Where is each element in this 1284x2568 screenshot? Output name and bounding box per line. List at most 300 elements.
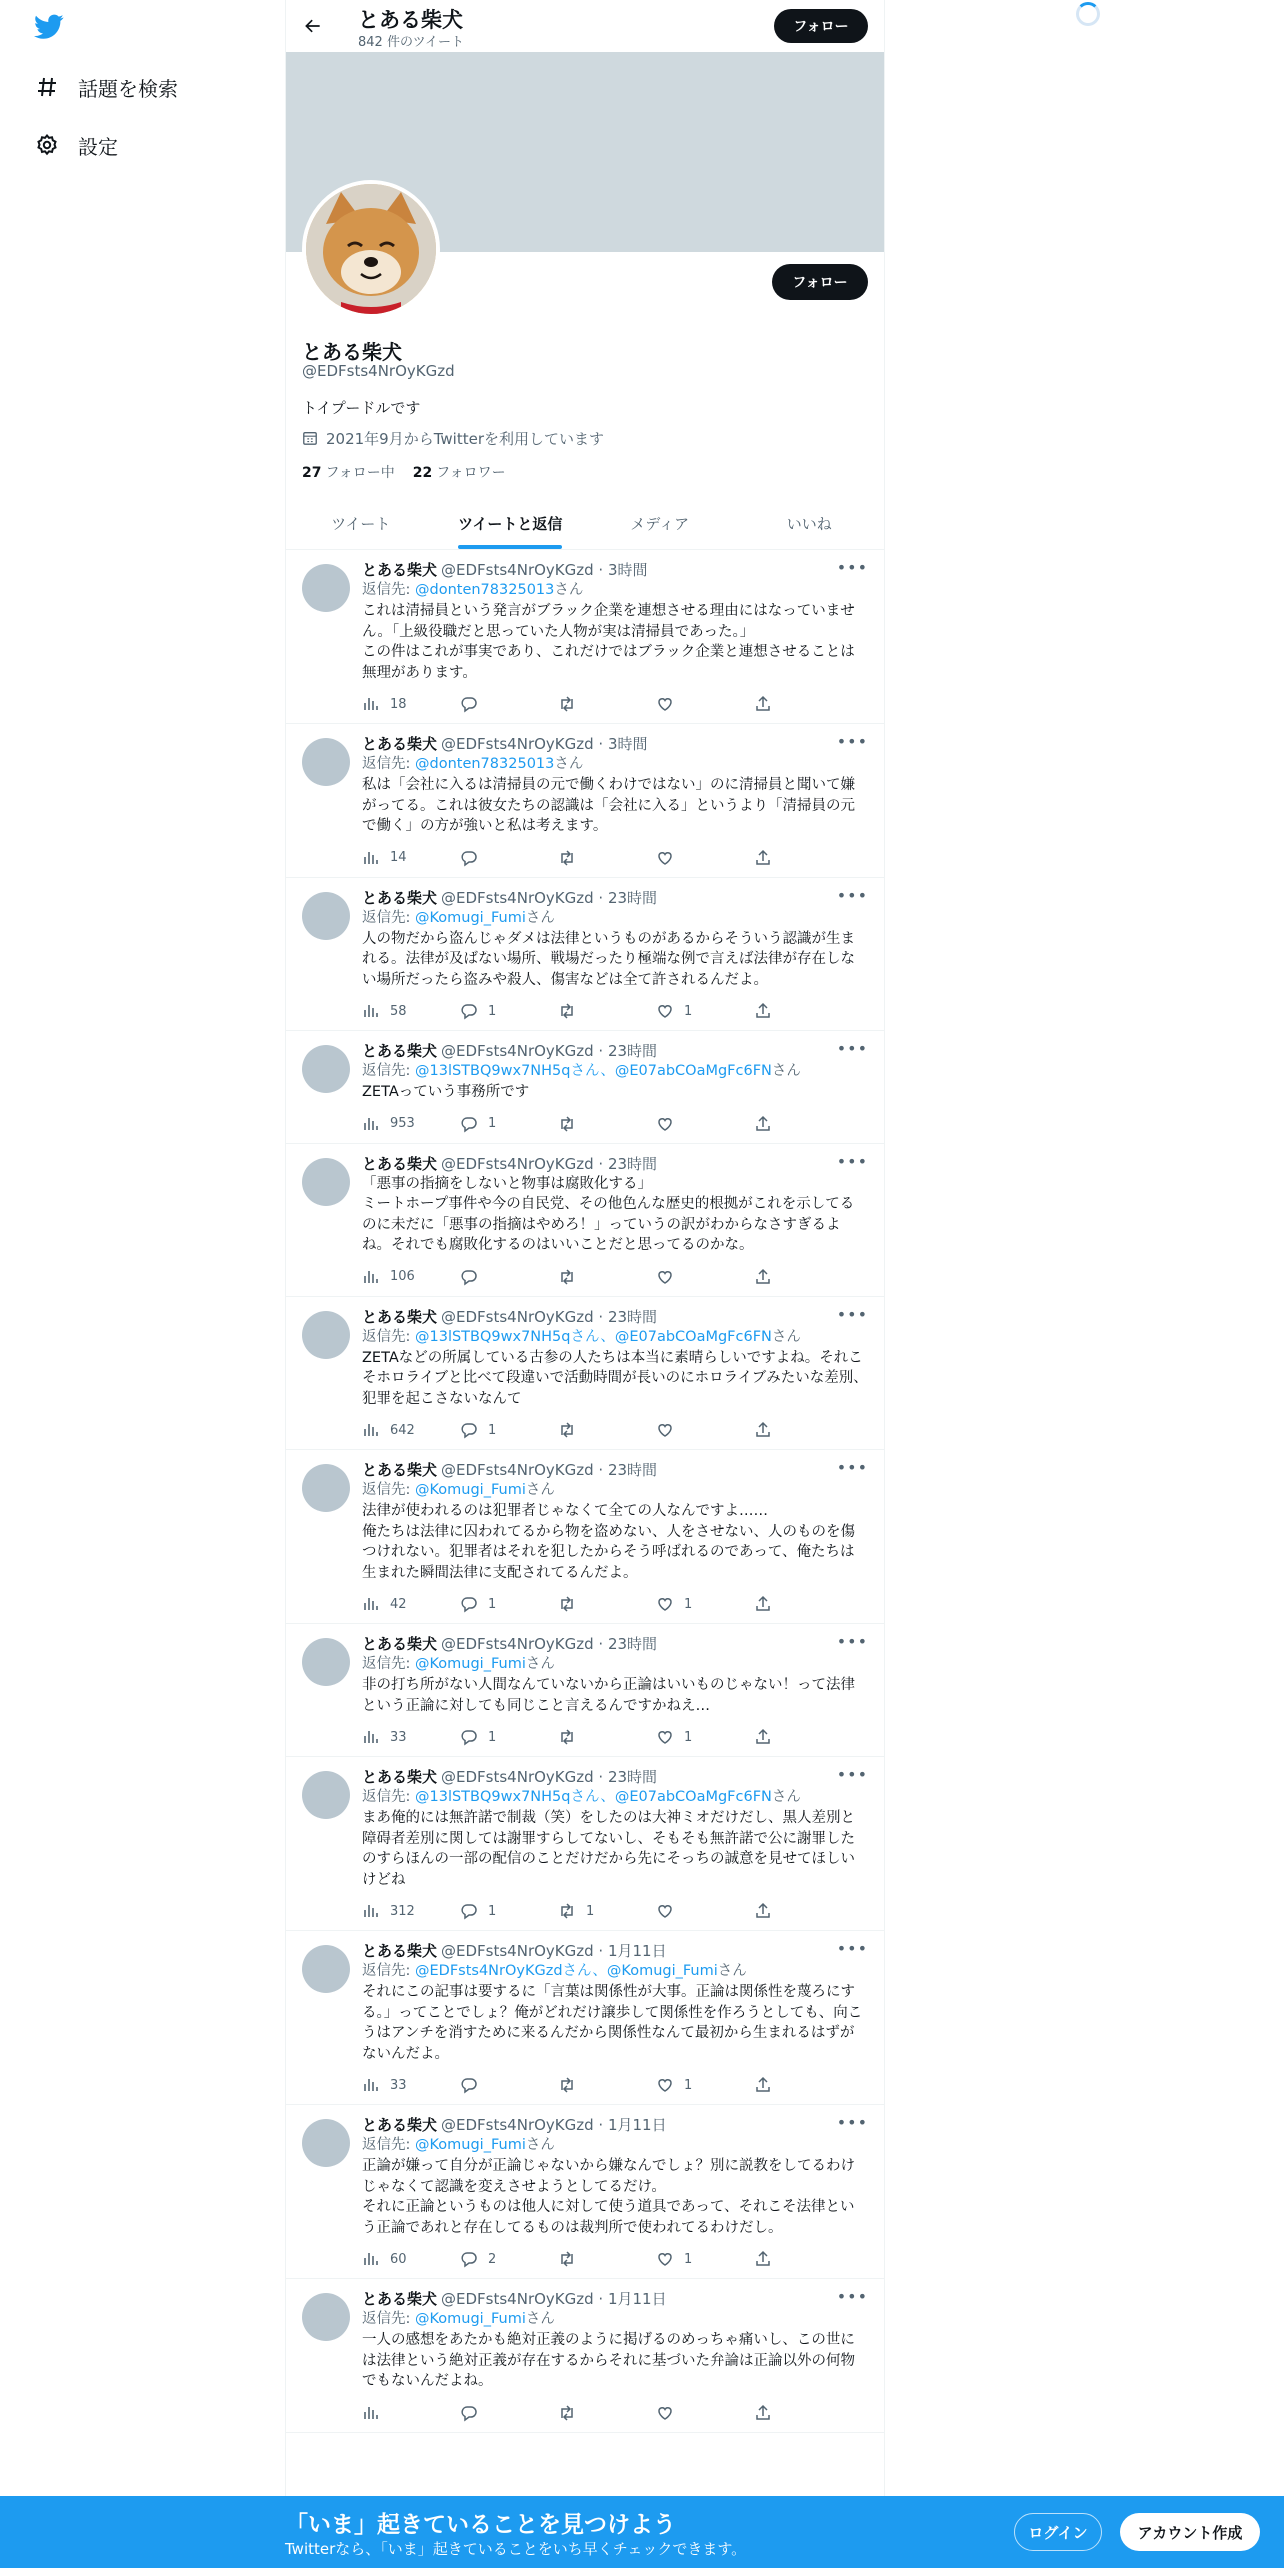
tweet-avatar[interactable] bbox=[302, 1311, 350, 1359]
tweet-reply-to bbox=[362, 908, 868, 929]
tweet-author-name[interactable]: とある柴犬 bbox=[362, 1042, 438, 1060]
tweet-header bbox=[362, 1304, 868, 1327]
header-title: とある柴犬 bbox=[358, 8, 463, 32]
tweet-avatar[interactable] bbox=[302, 1638, 350, 1686]
tweet-meta: @EDFsts4NrOyKGzd · 1月11日 bbox=[441, 2116, 667, 2134]
share-icon bbox=[754, 695, 772, 713]
like-button[interactable] bbox=[656, 2250, 754, 2268]
tweet-text: ZETAっていう事務所です bbox=[362, 1084, 530, 1100]
like-button[interactable] bbox=[656, 849, 754, 867]
tweet-header bbox=[362, 2289, 868, 2309]
views-count: 14 bbox=[390, 850, 407, 865]
heart-icon bbox=[656, 1595, 674, 1613]
tweet-avatar[interactable] bbox=[302, 2293, 350, 2341]
tweet[interactable] bbox=[286, 1757, 884, 1931]
views-button[interactable] bbox=[362, 1268, 460, 1286]
reply-prefix: 返信先: bbox=[362, 582, 415, 598]
like-count: 1 bbox=[684, 1003, 693, 1019]
retweet-count: 1 bbox=[586, 1903, 595, 1919]
reply-mentions[interactable]: @donten78325013 bbox=[415, 582, 555, 598]
share-button[interactable] bbox=[754, 1902, 852, 1920]
more-options-icon[interactable]: ••• bbox=[836, 732, 868, 751]
reply-suffix: さん bbox=[771, 1328, 801, 1345]
tweet[interactable] bbox=[286, 724, 884, 878]
tweet[interactable] bbox=[286, 1297, 884, 1451]
reply-prefix: 返信先: bbox=[362, 2311, 415, 2327]
reply-prefix: 返信先: bbox=[362, 909, 415, 926]
share-icon bbox=[754, 1595, 772, 1613]
reply-count: 1 bbox=[488, 1903, 497, 1919]
signup-button[interactable]: アカウント作成 bbox=[1120, 2513, 1260, 2551]
like-button[interactable] bbox=[656, 695, 754, 713]
views-button[interactable] bbox=[362, 2404, 460, 2422]
like-button[interactable] bbox=[656, 1728, 754, 1746]
tweet-actions bbox=[362, 1000, 868, 1022]
retweet-button[interactable] bbox=[558, 1268, 656, 1286]
share-icon bbox=[754, 1268, 772, 1286]
reply-suffix: さん bbox=[554, 582, 584, 598]
more-options-icon[interactable]: ••• bbox=[836, 1039, 868, 1058]
tweet-reply-to bbox=[362, 1961, 868, 1982]
calendar-icon bbox=[302, 430, 320, 448]
retweet-button[interactable] bbox=[558, 1728, 656, 1746]
tweet-author-name[interactable]: とある柴犬 bbox=[362, 2116, 438, 2134]
loading-spinner-icon bbox=[1076, 2, 1100, 26]
reply-button[interactable] bbox=[460, 1902, 558, 1920]
retweet-button[interactable] bbox=[558, 1002, 656, 1020]
tweet-meta: @EDFsts4NrOyKGzd · 23時間 bbox=[441, 1768, 658, 1786]
reply-mentions[interactable]: @13lSTBQ9wx7NH5qさん、@E07abCOaMgFc6FN bbox=[415, 1328, 772, 1345]
reply-suffix: さん bbox=[554, 756, 584, 772]
heart-icon bbox=[656, 849, 674, 867]
views-button[interactable] bbox=[362, 1728, 460, 1746]
share-icon bbox=[754, 849, 772, 867]
tweet-header bbox=[362, 1460, 868, 1480]
reply-button[interactable] bbox=[460, 1595, 558, 1613]
views-button[interactable] bbox=[362, 2250, 460, 2268]
reply-mentions[interactable]: @Komugi_Fumi bbox=[415, 1656, 526, 1672]
tweet-avatar[interactable] bbox=[302, 1464, 350, 1512]
views-icon bbox=[362, 849, 380, 867]
reply-suffix: さん bbox=[525, 2137, 555, 2153]
retweet-icon bbox=[558, 1421, 576, 1439]
reply-suffix: さん bbox=[525, 1656, 555, 1672]
tweet-avatar[interactable] bbox=[302, 892, 350, 940]
retweet-icon bbox=[558, 1728, 576, 1746]
tweet-actions bbox=[362, 1726, 868, 1748]
reply-icon bbox=[460, 695, 478, 713]
views-button[interactable] bbox=[362, 2076, 460, 2094]
reply-count: 1 bbox=[488, 1003, 497, 1019]
tweet-actions bbox=[362, 1266, 868, 1288]
reply-button[interactable] bbox=[460, 1115, 558, 1133]
tweet-actions bbox=[362, 1419, 868, 1441]
more-options-icon[interactable]: ••• bbox=[836, 885, 868, 905]
reply-prefix: 返信先: bbox=[362, 756, 415, 772]
like-button[interactable] bbox=[656, 1115, 754, 1133]
heart-icon bbox=[656, 1268, 674, 1286]
retweet-button[interactable] bbox=[558, 2404, 656, 2422]
tweet[interactable] bbox=[286, 550, 884, 724]
hashtag-icon bbox=[34, 74, 60, 100]
tweet-actions bbox=[362, 693, 868, 715]
tweet-meta: @EDFsts4NrOyKGzd · 3時間 bbox=[441, 735, 648, 753]
reply-prefix: 返信先: bbox=[362, 1789, 415, 1805]
tweet-header bbox=[362, 885, 868, 908]
tweet-meta: @EDFsts4NrOyKGzd · 23時間 bbox=[441, 1461, 658, 1479]
like-button[interactable] bbox=[656, 1595, 754, 1613]
share-button[interactable] bbox=[754, 1002, 852, 1020]
like-count: 1 bbox=[684, 1596, 693, 1612]
like-count: 1 bbox=[684, 2077, 693, 2093]
tab-tweets-and-replies[interactable]: ツイートと返信 bbox=[436, 497, 586, 549]
more-options-icon[interactable]: ••• bbox=[836, 2113, 868, 2132]
views-icon bbox=[362, 2404, 380, 2422]
tweet-actions bbox=[362, 1900, 868, 1922]
follow-button-profile[interactable]: フォロー bbox=[772, 264, 868, 300]
follow-button-header[interactable]: フォロー bbox=[774, 9, 868, 43]
reply-icon bbox=[460, 1421, 478, 1439]
tweet-reply-to bbox=[362, 1654, 868, 1675]
profile-follow-counts bbox=[302, 462, 506, 482]
reply-button[interactable] bbox=[460, 1268, 558, 1286]
reply-button[interactable] bbox=[460, 2250, 558, 2268]
tweet-author-name[interactable]: とある柴犬 bbox=[362, 1307, 438, 1326]
tweet-meta: @EDFsts4NrOyKGzd · 23時間 bbox=[441, 888, 658, 907]
tweet-header bbox=[362, 2115, 868, 2135]
tweet-meta: @EDFsts4NrOyKGzd · 23時間 bbox=[441, 1635, 658, 1653]
share-icon bbox=[754, 1421, 772, 1439]
heart-icon bbox=[656, 695, 674, 713]
retweet-icon bbox=[558, 695, 576, 713]
reply-suffix: さん bbox=[525, 2311, 555, 2327]
tweet-author-name[interactable]: とある柴犬 bbox=[362, 1768, 438, 1786]
tweet-author-name[interactable]: とある柴犬 bbox=[362, 2290, 438, 2308]
signup-banner-title: 「いま」起きていることを見つけよう bbox=[285, 2512, 676, 2538]
tweet-text: これは清掃員という発言がブラック企業を連想させる理由にはなっていません。「上級役職だと思っていた人物が実は清掃員であった。」 この件はこれが事実であり、これだけではブラック企業と連想させることは無理があります。 bbox=[362, 603, 855, 681]
tweet-meta: @EDFsts4NrOyKGzd · 23時間 bbox=[441, 1154, 658, 1173]
views-icon bbox=[362, 1728, 380, 1746]
reply-button[interactable] bbox=[460, 2076, 558, 2094]
tweet-header bbox=[362, 1767, 868, 1787]
nav-explore[interactable] bbox=[34, 67, 178, 107]
profile-bio: トイプードルです bbox=[302, 399, 421, 417]
retweet-icon bbox=[558, 2250, 576, 2268]
tweet-author-name[interactable]: とある柴犬 bbox=[362, 735, 438, 753]
tweet[interactable] bbox=[286, 2279, 884, 2433]
tab-tweets[interactable]: ツイート bbox=[331, 514, 391, 533]
tweet[interactable] bbox=[286, 2105, 884, 2279]
views-count: 58 bbox=[390, 1003, 407, 1019]
tweet-avatar[interactable] bbox=[302, 1158, 350, 1206]
views-icon bbox=[362, 2076, 380, 2094]
tweet[interactable] bbox=[286, 1624, 884, 1757]
profile-handle: @EDFsts4NrOyKGzd bbox=[302, 362, 455, 380]
share-icon bbox=[754, 1115, 772, 1133]
tweet-author-name[interactable]: とある柴犬 bbox=[362, 561, 438, 579]
retweet-icon bbox=[558, 2404, 576, 2422]
tweet-author-name[interactable]: とある柴犬 bbox=[362, 1942, 438, 1960]
reply-suffix: さん bbox=[525, 1482, 555, 1498]
reply-mentions[interactable]: @Komugi_Fumi bbox=[415, 2137, 526, 2153]
tweet-author-name[interactable]: とある柴犬 bbox=[362, 1461, 438, 1479]
views-count: 42 bbox=[390, 1596, 407, 1612]
heart-icon bbox=[656, 1115, 674, 1133]
retweet-button[interactable] bbox=[558, 1421, 656, 1439]
like-button[interactable] bbox=[656, 1268, 754, 1286]
reply-count: 1 bbox=[488, 1596, 497, 1612]
reply-mentions[interactable]: @13lSTBQ9wx7NH5qさん、@E07abCOaMgFc6FN bbox=[415, 1063, 772, 1079]
views-button[interactable] bbox=[362, 1421, 460, 1439]
tweet-reply-to bbox=[362, 2309, 868, 2330]
followers-link[interactable]: 22 フォロワー bbox=[412, 465, 506, 481]
reply-count: 2 bbox=[488, 2251, 497, 2267]
reply-prefix: 返信先: bbox=[362, 1328, 415, 1345]
profile-joined bbox=[302, 428, 604, 449]
reply-suffix: さん bbox=[525, 909, 555, 926]
tweet-text: 正論が嫌って自分が正論じゃないから嫌なんでしょ？別に説教をしてるわけじゃなくて認識を変えさせようとしてるだけ。 それに正論というものは他人に対して使う道具であって、それこそ法律という正論であれと存在してるものは裁判所で使われてるわけだし。 bbox=[362, 2158, 855, 2236]
views-count: 18 bbox=[390, 696, 407, 712]
tweet-avatar[interactable] bbox=[302, 2119, 350, 2167]
tweet[interactable] bbox=[286, 1931, 884, 2105]
share-button[interactable] bbox=[754, 1268, 852, 1286]
tweet-avatar[interactable] bbox=[302, 564, 350, 612]
tweet-text: 非の打ち所がない人間なんていないから正論はいいものじゃない！って法律という正論に対しても同じこと言えるんですかねえ… bbox=[362, 1677, 855, 1714]
more-options-icon[interactable]: ••• bbox=[836, 1151, 868, 1171]
heart-icon bbox=[656, 1002, 674, 1020]
share-button[interactable] bbox=[754, 1728, 852, 1746]
tweet-text: 私は「会社に入るは清掃員の元で働くわけではない」のに清掃員と聞いて嫌がってる。これは彼女たちの認識は「会社に入る」というより「清掃員の元で働く」の方が強いと私は考えます。 bbox=[362, 777, 855, 834]
views-icon bbox=[362, 1115, 380, 1133]
views-count: 106 bbox=[390, 1269, 415, 1284]
nav-explore-label: 話題を検索 bbox=[78, 76, 178, 101]
views-icon bbox=[362, 1595, 380, 1613]
more-options-icon[interactable]: ••• bbox=[836, 1765, 868, 1784]
reply-suffix: さん bbox=[717, 1963, 747, 1979]
tweet-avatar[interactable] bbox=[302, 1771, 350, 1819]
tweet-avatar[interactable] bbox=[302, 1045, 350, 1093]
reply-icon bbox=[460, 2250, 478, 2268]
tweet-reply-to bbox=[362, 1061, 868, 1082]
share-button[interactable] bbox=[754, 1595, 852, 1613]
like-button[interactable] bbox=[656, 2076, 754, 2094]
reply-count: 1 bbox=[488, 1422, 497, 1438]
reply-icon bbox=[460, 1115, 478, 1133]
reply-mentions[interactable]: @Komugi_Fumi bbox=[415, 909, 526, 926]
more-options-icon[interactable]: ••• bbox=[836, 1304, 868, 1324]
views-button[interactable] bbox=[362, 849, 460, 867]
tweet-text: 「悪事の指摘をしないと物事は腐敗化する」 ミートホープ事件や今の自民党、その他色んな歴史的根拠がこれを示してるのに未だに「悪事の指摘はやめろ！」っていうの訳がわからなさすぎるよね。それでも腐敗化するのはいいことだと思ってるのかな。 bbox=[362, 1175, 855, 1253]
signup-banner bbox=[0, 2496, 1284, 2568]
tweet-reply-to bbox=[362, 580, 868, 601]
tweet-reply-to bbox=[362, 1327, 868, 1348]
reply-icon bbox=[460, 1902, 478, 1920]
share-button[interactable] bbox=[754, 849, 852, 867]
tweet-header bbox=[362, 1634, 868, 1654]
main-column bbox=[285, 0, 885, 2568]
share-icon bbox=[754, 1902, 772, 1920]
gear-icon bbox=[34, 132, 60, 158]
tab-likes[interactable]: いいね bbox=[786, 514, 832, 533]
following-link[interactable]: 27 フォロー中 bbox=[302, 465, 395, 481]
tweet[interactable] bbox=[286, 1450, 884, 1624]
tweet-reply-to bbox=[362, 754, 868, 775]
retweet-button[interactable] bbox=[558, 1595, 656, 1613]
reply-prefix: 返信先: bbox=[362, 1963, 415, 1979]
retweet-button[interactable] bbox=[558, 2250, 656, 2268]
like-button[interactable] bbox=[656, 1002, 754, 1020]
more-options-icon[interactable]: ••• bbox=[836, 2287, 868, 2306]
tweet-feed bbox=[286, 550, 884, 2433]
retweet-button[interactable] bbox=[558, 2076, 656, 2094]
tweet-reply-to bbox=[362, 1787, 868, 1808]
profile-tabs bbox=[286, 497, 884, 550]
tab-media[interactable]: メディア bbox=[630, 514, 690, 533]
heart-icon bbox=[656, 1902, 674, 1920]
tweet-text: 法律が使われるのは犯罪者じゃなくて全ての人なんですよ…… 俺たちは法律に囚われてるから物を盗めない、人をさせない、人のものを傷つけれない。犯罪者はそれを犯したからそう呼ばれるのであって、俺たちは生まれた瞬間法律に支配されてるんだよ。 bbox=[362, 1503, 855, 1581]
share-button[interactable] bbox=[754, 1421, 852, 1439]
reply-button[interactable] bbox=[460, 1002, 558, 1020]
twitter-logo-icon[interactable] bbox=[34, 14, 64, 40]
tweet-avatar[interactable] bbox=[302, 738, 350, 786]
views-icon bbox=[362, 695, 380, 713]
profile-header-bar bbox=[286, 0, 884, 52]
views-button[interactable] bbox=[362, 1002, 460, 1020]
signup-banner-subtitle: Twitterなら、「いま」起きていることをいち早くチェックできます。 bbox=[285, 2540, 747, 2558]
like-button[interactable] bbox=[656, 1421, 754, 1439]
heart-icon bbox=[656, 1728, 674, 1746]
reply-button[interactable] bbox=[460, 849, 558, 867]
back-arrow-icon[interactable] bbox=[300, 13, 326, 39]
views-count: 312 bbox=[390, 1903, 415, 1919]
retweet-icon bbox=[558, 1268, 576, 1286]
reply-icon bbox=[460, 1268, 478, 1286]
retweet-icon bbox=[558, 1902, 576, 1920]
tweet-actions bbox=[362, 1593, 868, 1615]
views-count: 33 bbox=[390, 2077, 407, 2093]
tweet-author-name[interactable]: とある柴犬 bbox=[362, 1154, 438, 1173]
tweet-header bbox=[362, 1941, 868, 1961]
views-button[interactable] bbox=[362, 695, 460, 713]
reply-button[interactable] bbox=[460, 1728, 558, 1746]
share-icon bbox=[754, 1728, 772, 1746]
tweet-meta: @EDFsts4NrOyKGzd · 23時間 bbox=[441, 1042, 658, 1060]
tweet-meta: @EDFsts4NrOyKGzd · 23時間 bbox=[441, 1307, 658, 1326]
reply-count: 1 bbox=[488, 1729, 497, 1745]
retweet-icon bbox=[558, 1595, 576, 1613]
profile-name: とある柴犬 bbox=[302, 340, 402, 364]
header-tweet-count: 842 件のツイート bbox=[358, 35, 465, 50]
retweet-button[interactable] bbox=[558, 695, 656, 713]
share-icon bbox=[754, 2076, 772, 2094]
nav-settings[interactable] bbox=[34, 125, 118, 165]
tweet-reply-to bbox=[362, 1480, 868, 1501]
like-button[interactable] bbox=[656, 1902, 754, 1920]
tweet[interactable] bbox=[286, 878, 884, 1032]
tweet[interactable] bbox=[286, 1144, 884, 1297]
views-button[interactable] bbox=[362, 1595, 460, 1613]
retweet-icon bbox=[558, 849, 576, 867]
reply-icon bbox=[460, 1728, 478, 1746]
reply-suffix: さん bbox=[771, 1789, 801, 1805]
views-button[interactable] bbox=[362, 1902, 460, 1920]
reply-button[interactable] bbox=[460, 1421, 558, 1439]
reply-mentions[interactable]: @donten78325013 bbox=[415, 756, 555, 772]
tweet-actions bbox=[362, 1113, 868, 1135]
profile-avatar[interactable] bbox=[302, 180, 440, 318]
views-button[interactable] bbox=[362, 1115, 460, 1133]
reply-mentions[interactable]: @Komugi_Fumi bbox=[415, 2311, 526, 2327]
views-icon bbox=[362, 1902, 380, 1920]
reply-button[interactable] bbox=[460, 695, 558, 713]
more-options-icon[interactable]: ••• bbox=[836, 1939, 868, 1958]
reply-mentions[interactable]: @Komugi_Fumi bbox=[415, 1482, 526, 1498]
share-icon bbox=[754, 2250, 772, 2268]
more-options-icon[interactable]: ••• bbox=[836, 558, 868, 577]
tweet-author-name[interactable]: とある柴犬 bbox=[362, 1635, 438, 1653]
tweet-meta: @EDFsts4NrOyKGzd · 1月11日 bbox=[441, 2290, 667, 2308]
reply-prefix: 返信先: bbox=[362, 1482, 415, 1498]
reply-icon bbox=[460, 1002, 478, 1020]
reply-mentions[interactable]: @13lSTBQ9wx7NH5qさん、@E07abCOaMgFc6FN bbox=[415, 1789, 772, 1805]
tweet-header bbox=[362, 1151, 868, 1174]
views-count: 33 bbox=[390, 1729, 407, 1745]
tweet-reply-to bbox=[362, 2135, 868, 2156]
views-icon bbox=[362, 2250, 380, 2268]
share-icon bbox=[754, 1002, 772, 1020]
login-button[interactable]: ログイン bbox=[1014, 2513, 1102, 2551]
views-icon bbox=[362, 1421, 380, 1439]
tweet-text: ZETAなどの所属している古参の人たちは本当に素晴らしいですよね。それこそホロライブと比べて段違いで活動時間が長いのにホロライブみたいな差別、犯罪を起こさないなんて bbox=[362, 1349, 868, 1407]
like-button[interactable] bbox=[656, 2404, 754, 2422]
reply-button[interactable] bbox=[460, 2404, 558, 2422]
retweet-icon bbox=[558, 2076, 576, 2094]
tweet-actions bbox=[362, 2074, 868, 2096]
retweet-button[interactable] bbox=[558, 1902, 656, 1920]
tweet[interactable] bbox=[286, 1031, 884, 1144]
tweet-header bbox=[362, 1041, 868, 1061]
reply-mentions[interactable]: @EDFsts4NrOyKGzdさん、@Komugi_Fumi bbox=[415, 1963, 718, 1979]
tweet-avatar[interactable] bbox=[302, 1945, 350, 1993]
like-count: 1 bbox=[684, 2251, 693, 2267]
views-icon bbox=[362, 1268, 380, 1286]
like-count: 1 bbox=[684, 1729, 693, 1745]
reply-icon bbox=[460, 1595, 478, 1613]
reply-prefix: 返信先: bbox=[362, 1656, 415, 1672]
heart-icon bbox=[656, 2404, 674, 2422]
profile-joined-text: 2021年9月からTwitterを利用しています bbox=[326, 430, 604, 448]
heart-icon bbox=[656, 1421, 674, 1439]
retweet-button[interactable] bbox=[558, 1115, 656, 1133]
share-button[interactable] bbox=[754, 2404, 852, 2422]
share-button[interactable] bbox=[754, 1115, 852, 1133]
tweet-author-name[interactable]: とある柴犬 bbox=[362, 888, 438, 907]
share-button[interactable] bbox=[754, 2250, 852, 2268]
retweet-button[interactable] bbox=[558, 849, 656, 867]
retweet-icon bbox=[558, 1002, 576, 1020]
views-count: 953 bbox=[390, 1116, 415, 1131]
share-button[interactable] bbox=[754, 695, 852, 713]
views-count: 60 bbox=[390, 2251, 407, 2267]
share-icon bbox=[754, 2404, 772, 2422]
nav-settings-label: 設定 bbox=[78, 134, 118, 159]
more-options-icon[interactable]: ••• bbox=[836, 1458, 868, 1477]
share-button[interactable] bbox=[754, 2076, 852, 2094]
tweet-header bbox=[362, 560, 868, 580]
reply-icon bbox=[460, 849, 478, 867]
tweet-actions bbox=[362, 2248, 868, 2270]
more-options-icon[interactable]: ••• bbox=[836, 1632, 868, 1651]
